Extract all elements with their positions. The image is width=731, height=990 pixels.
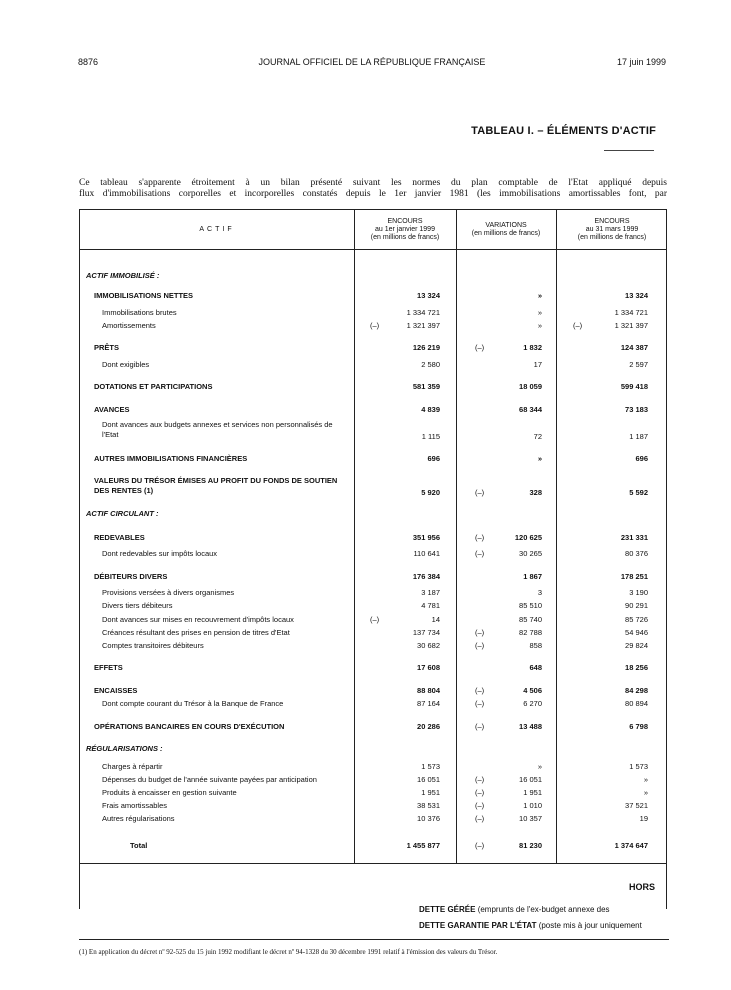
- row-label-text: Total: [130, 841, 148, 850]
- row-label: [94, 453, 352, 464]
- value-encours-mars: 696: [635, 454, 648, 463]
- value-variation: 1 951: [523, 788, 542, 797]
- issue-date: 17 juin 1999: [616, 57, 666, 67]
- value-encours-mars: 231 331: [620, 533, 648, 542]
- value-encours-janvier: 38 531: [417, 801, 440, 810]
- row-label: [102, 813, 352, 824]
- table-row: [80, 453, 668, 464]
- sign-variation: (–): [475, 343, 485, 352]
- value-encours-janvier: 10 376: [417, 814, 440, 823]
- row-label-text: Provisions versées à divers organismes: [102, 588, 235, 597]
- value-variation: 18 059: [519, 382, 542, 391]
- row-label-text: DOTATIONS ET PARTICIPATIONS: [94, 382, 213, 391]
- row-label-text: EFFETS: [94, 663, 123, 672]
- row-label-text: Produits à encaisser en gestion suivante: [102, 788, 237, 797]
- value-encours-janvier: 87 164: [417, 699, 440, 708]
- sign-encours-janvier: (–): [370, 321, 380, 330]
- table-row: [80, 342, 668, 353]
- value-encours-janvier: 126 219: [412, 343, 440, 352]
- row-label: [130, 840, 352, 851]
- row-label: [94, 685, 352, 696]
- value-encours-mars: 3 190: [629, 588, 648, 597]
- value-encours-mars: 90 291: [625, 601, 648, 610]
- value-encours-mars: »: [643, 788, 648, 797]
- value-encours-janvier: 16 051: [417, 775, 440, 784]
- table-title: TABLEAU I. – ÉLÉMENTS D'ACTIF: [471, 125, 656, 137]
- row-label: [86, 743, 352, 754]
- value-variation: 648: [529, 663, 542, 672]
- value-encours-janvier: 1 455 877: [406, 841, 440, 850]
- value-encours-janvier: 30 682: [417, 641, 440, 650]
- table-row: [80, 685, 668, 696]
- dette-geree-text: (emprunts de l'ex-budget annexe des: [477, 905, 610, 914]
- table-bottom-rule: [80, 863, 666, 864]
- row-label: [102, 307, 352, 318]
- value-variation: »: [537, 308, 542, 317]
- value-variation: 16 051: [519, 775, 542, 784]
- table-row: [80, 662, 668, 673]
- row-label-text: AUTRES IMMOBILISATIONS FINANCIÈRES: [94, 454, 248, 463]
- row-label: [102, 359, 352, 370]
- sign-variation: (–): [475, 549, 485, 558]
- sign-variation: (–): [475, 841, 485, 850]
- row-label: [94, 342, 352, 353]
- row-label: [102, 614, 352, 625]
- table-row: [80, 800, 668, 811]
- table-row: [80, 381, 668, 392]
- intro-paragraph: [79, 178, 667, 200]
- row-label-text: VALEURS DU TRÉSOR ÉMISES AU PROFIT DU FONDS DE SOUTIEN DES RENTES (1): [94, 476, 338, 495]
- table-row: [80, 721, 668, 732]
- header-rule: [80, 249, 666, 250]
- value-encours-mars: 124 387: [620, 343, 648, 352]
- row-label-text: ACTIF CIRCULANT :: [86, 509, 159, 518]
- column-header-encours-janvier: ENCOURS au 1er janvier 1999 (en millions de francs): [370, 217, 440, 241]
- sign-variation: (–): [475, 641, 485, 650]
- row-label-text: Autres régularisations: [102, 814, 175, 823]
- value-encours-mars: 1 334 721: [614, 308, 648, 317]
- table-row: [80, 359, 668, 370]
- value-variation: »: [537, 454, 542, 463]
- value-variation: »: [537, 291, 542, 300]
- table-row: [80, 840, 668, 851]
- value-encours-janvier: 1 573: [421, 762, 440, 771]
- value-encours-mars: 1 187: [629, 432, 648, 441]
- dette-garantie-text: (poste mis à jour uniquement: [538, 921, 642, 930]
- value-encours-mars: 80 376: [625, 549, 648, 558]
- column-header-actif: ACTIF: [199, 225, 235, 233]
- value-encours-mars: 1 374 647: [614, 841, 648, 850]
- value-encours-janvier: 1 951: [421, 788, 440, 797]
- value-variation: 10 357: [519, 814, 542, 823]
- value-variation: 30 265: [519, 549, 542, 558]
- value-encours-janvier: 2 580: [421, 360, 440, 369]
- sign-variation: (–): [475, 814, 485, 823]
- value-encours-mars: 80 894: [625, 699, 648, 708]
- row-label: [102, 640, 352, 651]
- value-encours-janvier: 110 641: [413, 549, 440, 558]
- row-label-text: AVANCES: [94, 405, 130, 414]
- column-header-variations: VARIATIONS (en millions de francs): [471, 221, 541, 237]
- row-label: [102, 698, 352, 709]
- section-heading: [80, 508, 668, 519]
- value-encours-janvier: 17 608: [417, 663, 440, 672]
- table-row: [80, 571, 668, 582]
- dette-garantie-label: DETTE GARANTIE PAR L'ÉTAT: [419, 921, 537, 930]
- value-encours-mars: 2 597: [629, 360, 648, 369]
- footnote: (1) En application du décret nº 92-525 du 15 juin 1992 modifiant le décret nº 94-1328 du 30 décembre 1991 relatif à l'émission des valeurs du Trésor.: [79, 948, 498, 956]
- row-label: [102, 548, 352, 559]
- value-encours-mars: 599 418: [620, 382, 648, 391]
- row-label-text: PRÊTS: [94, 343, 120, 352]
- sign-variation: (–): [475, 699, 485, 708]
- value-variation: 82 788: [519, 628, 542, 637]
- value-encours-janvier: 4 839: [421, 405, 440, 414]
- value-encours-janvier: 14: [431, 615, 440, 624]
- row-label: [102, 774, 352, 785]
- table-row: [80, 548, 668, 559]
- table-row: [80, 476, 668, 498]
- sign-variation: (–): [475, 686, 485, 695]
- sign-encours-mars: (–): [573, 321, 583, 330]
- section-heading: [80, 743, 668, 754]
- value-encours-mars: 37 521: [625, 801, 648, 810]
- row-label-text: OPÉRATIONS BANCAIRES EN COURS D'EXÉCUTION: [94, 722, 285, 731]
- sign-variation: (–): [475, 788, 485, 797]
- row-label: [102, 787, 352, 798]
- table-row: [80, 587, 668, 598]
- row-label: [102, 800, 352, 811]
- value-variation: 328: [529, 488, 542, 497]
- row-label-text: Dont compte courant du Trésor à la Banque de France: [102, 699, 284, 708]
- row-label-text: DÉBITEURS DIVERS: [94, 572, 168, 581]
- value-variation: »: [537, 762, 542, 771]
- row-label: [94, 662, 352, 673]
- value-encours-janvier: 5 920: [421, 488, 440, 497]
- value-encours-mars: 19: [639, 814, 648, 823]
- section-heading: [80, 270, 668, 281]
- table-row: [80, 320, 668, 331]
- value-encours-mars: 85 726: [625, 615, 648, 624]
- value-variation: 13 488: [519, 722, 542, 731]
- table-row: [80, 627, 668, 638]
- value-encours-janvier: 137 734: [412, 628, 440, 637]
- value-encours-janvier: 696: [427, 454, 440, 463]
- table-row: [80, 640, 668, 651]
- table-row: [80, 761, 668, 772]
- assets-table: [79, 209, 667, 909]
- value-variation: 17: [533, 360, 542, 369]
- value-encours-janvier: 581 359: [412, 382, 440, 391]
- value-encours-mars: 18 256: [625, 663, 648, 672]
- sign-encours-janvier: (–): [370, 615, 380, 624]
- page-number: 8876: [78, 57, 99, 67]
- row-label-text: Créances résultant des prises en pension de titres d'Etat: [102, 628, 290, 637]
- row-label: [94, 571, 352, 582]
- table-row: [80, 600, 668, 611]
- row-label: [86, 270, 352, 281]
- row-label-text: Immobilisations brutes: [102, 308, 177, 317]
- value-encours-janvier: 1 115: [421, 432, 440, 441]
- dette-geree-label: DETTE GÉRÉE: [419, 905, 476, 914]
- sign-variation: (–): [475, 775, 485, 784]
- value-encours-mars: 6 798: [629, 722, 648, 731]
- value-variation: 68 344: [519, 405, 542, 414]
- sign-variation: (–): [475, 801, 485, 810]
- intro-line: Ce tableau s'apparente étroitement à un bilan présenté suivant les normes du plan comptable de l'Etat appliqué depuis: [79, 178, 667, 188]
- value-encours-mars: 84 298: [625, 686, 648, 695]
- table-row: [80, 532, 668, 543]
- value-encours-mars: »: [643, 775, 648, 784]
- row-label-text: REDEVABLES: [94, 533, 145, 542]
- table-row: [80, 290, 668, 301]
- table-row: [80, 813, 668, 824]
- journal-title: JOURNAL OFFICIEL DE LA RÉPUBLIQUE FRANÇAISE: [258, 57, 486, 67]
- row-label: [102, 320, 352, 331]
- row-label: [102, 627, 352, 638]
- row-label-text: Dont avances aux budgets annexes et services non personnalisés de l'Etat: [102, 420, 333, 439]
- row-label: [94, 381, 352, 392]
- row-label-text: RÉGULARISATIONS :: [86, 744, 163, 753]
- value-variation: 3: [537, 588, 542, 597]
- value-variation: 1 867: [523, 572, 542, 581]
- intro-line: flux d'immobilisations corporelles et incorporelles constatés depuis le 1er janvier 1981 (les immobilisations amortissables font, par: [79, 189, 667, 199]
- row-label-text: Charges à répartir: [102, 762, 163, 771]
- value-variation: 1 010: [523, 801, 542, 810]
- table-row: [80, 404, 668, 415]
- value-encours-mars: 178 251: [620, 572, 648, 581]
- value-encours-mars: 29 824: [625, 641, 648, 650]
- title-rule: [604, 150, 654, 151]
- value-encours-janvier: 1 321 397: [406, 321, 440, 330]
- value-variation: 72: [533, 432, 542, 441]
- value-variation: 85 740: [519, 615, 542, 624]
- row-label-text: Dont redevables sur impôts locaux: [102, 549, 218, 558]
- sign-variation: (–): [475, 722, 485, 731]
- row-label: [94, 476, 344, 496]
- dette-geree-line: [419, 905, 657, 914]
- value-variation: 81 230: [519, 841, 542, 850]
- row-label-text: IMMOBILISATIONS NETTES: [94, 291, 194, 300]
- hors-heading: HORS: [628, 882, 655, 892]
- sign-variation: (–): [475, 488, 485, 497]
- value-encours-mars: 5 592: [629, 488, 648, 497]
- value-encours-janvier: 176 384: [412, 572, 440, 581]
- row-label-text: Dont exigibles: [102, 360, 150, 369]
- row-label-text: Amortissements: [102, 321, 156, 330]
- row-label-text: ACTIF IMMOBILISÉ :: [86, 271, 160, 280]
- row-label-text: ENCAISSES: [94, 686, 138, 695]
- value-encours-mars: 13 324: [625, 291, 648, 300]
- page-header: [78, 57, 666, 71]
- row-label: [102, 761, 352, 772]
- row-label: [94, 721, 352, 732]
- row-label: [94, 404, 352, 415]
- value-variation: 85 510: [519, 601, 542, 610]
- value-encours-mars: 1 573: [629, 762, 648, 771]
- row-label: [86, 508, 352, 519]
- row-label-text: Frais amortissables: [102, 801, 168, 810]
- row-label-text: Dépenses du budget de l'année suivante payées par anticipation: [102, 775, 317, 784]
- row-label: [102, 587, 352, 598]
- value-variation: 858: [529, 641, 542, 650]
- row-label-text: Dont avances sur mises en recouvrement d'impôts locaux: [102, 615, 294, 624]
- table-row: [80, 787, 668, 798]
- row-label-text: Comptes transitoires débiteurs: [102, 641, 204, 650]
- value-encours-mars: 54 946: [625, 628, 648, 637]
- table-row: [80, 307, 668, 318]
- value-variation: 120 625: [514, 533, 542, 542]
- value-encours-mars: 1 321 397: [614, 321, 648, 330]
- row-label: [94, 532, 352, 543]
- value-variation: 4 506: [523, 686, 542, 695]
- table-row: [80, 614, 668, 625]
- value-encours-janvier: 351 956: [412, 533, 440, 542]
- value-variation: 6 270: [523, 699, 542, 708]
- table-row: [80, 774, 668, 785]
- row-label: [102, 600, 352, 611]
- column-header-encours-mars: ENCOURS au 31 mars 1999 (en millions de francs): [577, 217, 647, 241]
- table-row: [80, 698, 668, 709]
- value-encours-janvier: 13 324: [417, 291, 440, 300]
- value-encours-janvier: 1 334 721: [406, 308, 440, 317]
- footnote-rule: [79, 939, 669, 940]
- sign-variation: (–): [475, 533, 485, 542]
- value-encours-janvier: 3 187: [421, 588, 440, 597]
- value-variation: 1 832: [523, 343, 542, 352]
- table-row: [80, 420, 668, 442]
- value-encours-mars: 73 183: [625, 405, 648, 414]
- value-variation: »: [537, 321, 542, 330]
- value-encours-janvier: 20 286: [417, 722, 440, 731]
- row-label: [102, 420, 336, 440]
- row-label: [94, 290, 352, 301]
- value-encours-janvier: 88 804: [417, 686, 440, 695]
- row-label-text: Divers tiers débiteurs: [102, 601, 173, 610]
- dette-garantie-line: [419, 921, 657, 930]
- value-encours-janvier: 4 781: [421, 601, 440, 610]
- sign-variation: (–): [475, 628, 485, 637]
